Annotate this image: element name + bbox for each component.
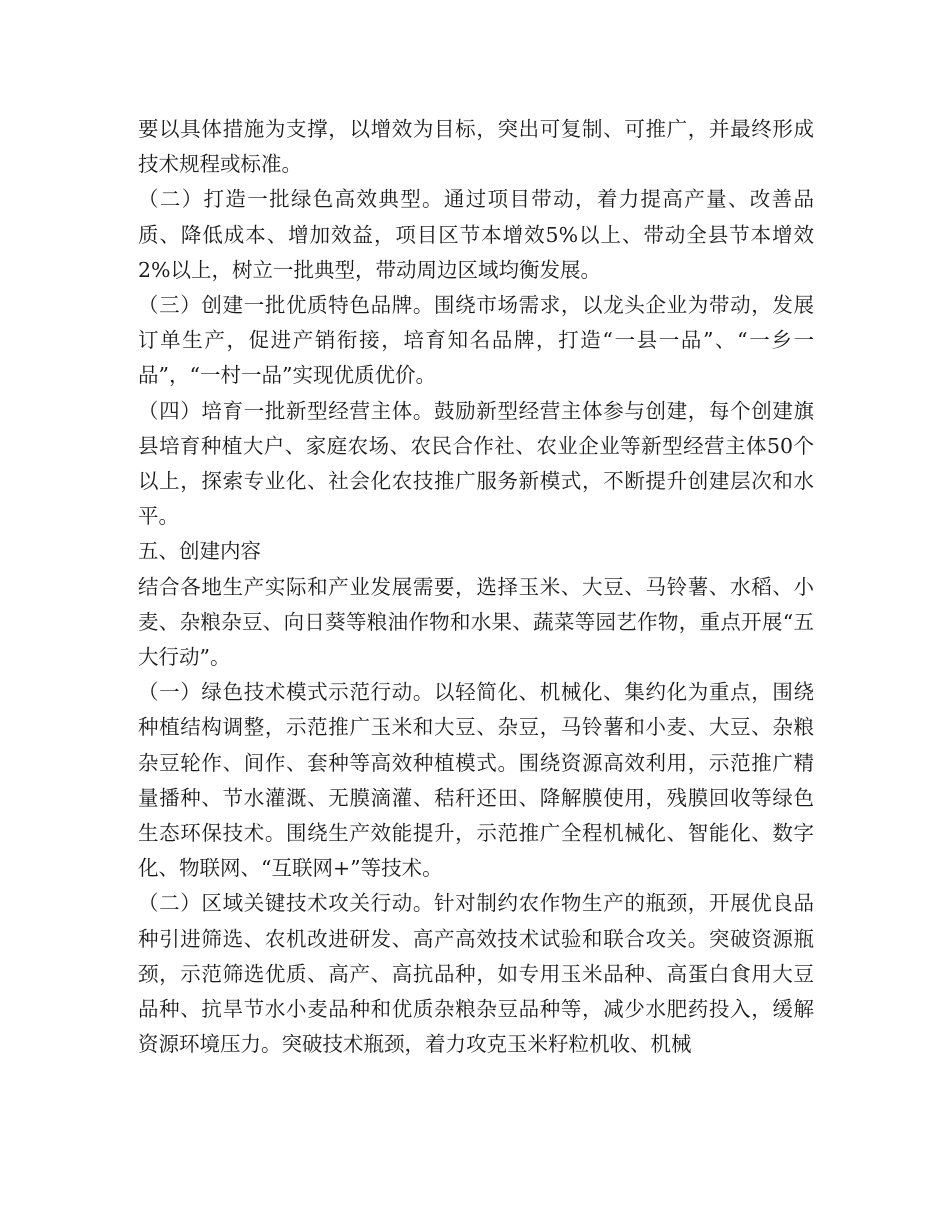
paragraph-action-2-key-tech: （二）区域关键技术攻关行动。针对制约农作物生产的瓶颈，开展优良品种引进筛选、农机改进研发、高产高效技术试验和联合攻关。突破资源瓶颈，示范筛选优质、高产、高抗品种，如专用玉米品种、高蛋白食用大豆品种、抗旱节水小麦品种和优质杂粮杂豆品种等，减少水肥药投入，缓解资源环境压力。突破技术瓶颈，着力攻克玉米籽粒机收、机械 xyxy=(138,891,814,1057)
section-heading-content: 五、创建内容 xyxy=(138,539,261,564)
paragraph-action-1-tech-demo: （一）绿色技术模式示范行动。以轻简化、机械化、集约化为重点，围绕种植结构调整，示范推广玉米和大豆、杂豆，马铃薯和小麦、大豆、杂粮杂豆轮作、间作、套种等高效种植模式。围绕资源高效利用，示范推广精量播种、节水灌溉、无膜滴灌、秸秆还田、降解膜使用，残膜回收等绿色生态环保技术。围绕生产效能提升，示范推广全程机械化、智能化、数字化、物联网、“互联网+”等技术。 xyxy=(138,680,814,881)
paragraph-item-3-quality-brand: （三）创建一批优质特色品牌。围绕市场需求，以龙头企业为带动，发展订单生产，促进产销衔接，培育知名品牌，打造“一县一品”、“一乡一品”，“一村一品”实现优质优价。 xyxy=(138,293,814,388)
document-body xyxy=(138,112,814,1062)
paragraph-content-overview: 结合各地生产实际和产业发展需要，选择玉米、大豆、马铃薯、水稻、小麦、杂粮杂豆、向日葵等粮油作物和水果、蔬菜等园艺作物，重点开展“五大行动”。 xyxy=(138,574,814,670)
paragraph-intro-continuation: 要以具体措施为支撑，以增效为目标，突出可复制、可推广，并最终形成技术规程或标准。 xyxy=(138,117,814,177)
paragraph-item-4-new-operators: （四）培育一批新型经营主体。鼓励新型经营主体参与创建，每个创建旗县培育种植大户、家庭农场、农民合作社、农业企业等新型经营主体50个以上，探索专业化、社会化农技推广服务新模式，不断提升创建层次和水平。 xyxy=(138,398,814,529)
paragraph-item-2-green-typical: （二）打造一批绿色高效典型。通过项目带动，着力提高产量、改善品质、降低成本、增加效益，项目区节本增效5%以上、带动全县节本增效2%以上，树立一批典型，带动周边区域均衡发展。 xyxy=(138,187,814,282)
